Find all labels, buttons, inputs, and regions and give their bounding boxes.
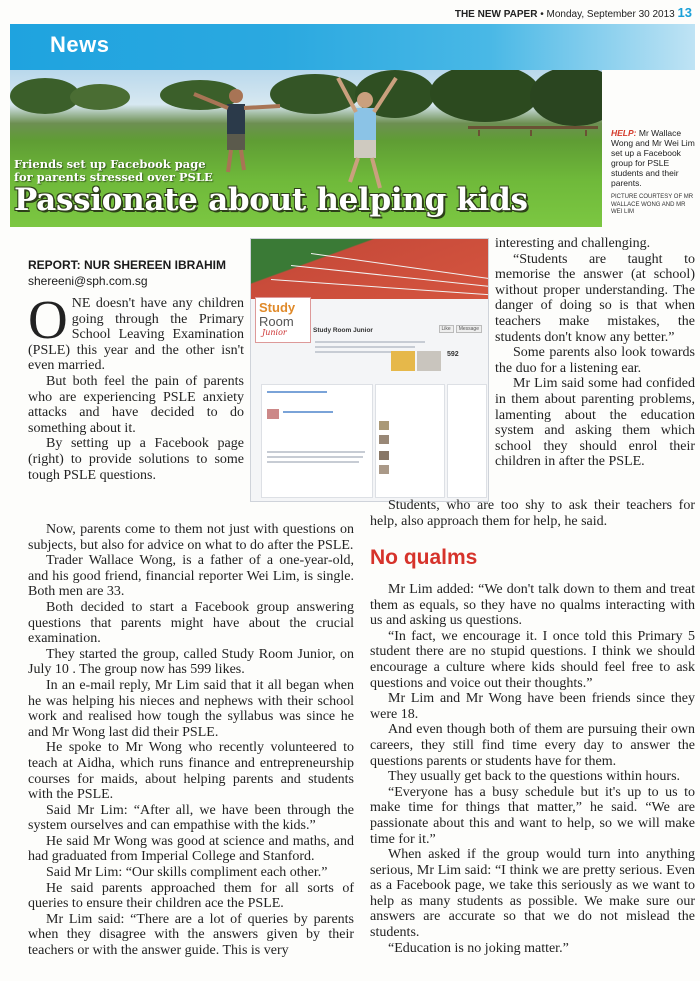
fb-text-line [267, 461, 359, 463]
bench-shape [468, 126, 598, 129]
paragraph: He spoke to Mr Wong who recently volunteered to teach at Aidha, which runs finance and entrepreneurship courses for maids, about helping parents and students with the PSLE. [28, 740, 354, 803]
bench-leg [530, 130, 532, 136]
article-column-right-mid [370, 498, 695, 529]
page-number: 13 [677, 5, 692, 20]
paragraph: interesting and challenging. [495, 236, 651, 251]
fb-photo-thumb [417, 351, 441, 371]
paragraph [28, 289, 244, 374]
fb-text-line [267, 451, 365, 453]
paper-name: THE NEW PAPER [454, 9, 538, 20]
paragraph: Mr Lim and Mr Wong have been friends since they were 18. [370, 691, 695, 722]
paragraph: Mr Lim added: “We don't talk down to them and treat them as equals, so they have no qualms interacting with us and asking us questions. [370, 582, 695, 629]
fb-text-line [283, 411, 333, 413]
main-headline: Passionate about helping kids [14, 182, 528, 218]
tree-shape [430, 70, 540, 122]
paragraph: When asked if the group would turn into anything serious, Mr Lim said: “I think we are pretty serious. Even as a Facebook page, we take this seriously as we want to help as many students as possible. We make sure our answers are accurate so that we do not mislead the students. [370, 847, 695, 941]
paragraph: They usually get back to the questions within hours. [388, 769, 681, 785]
drop-cap: O [28, 289, 68, 350]
fb-avatar [379, 465, 389, 474]
paragraph: Mr Lim said: “There are a lot of queries by parents when they disagree with the answers given by their teachers or with the answer guide. This is very [28, 911, 354, 959]
fb-page-name: Study Room Junior [313, 327, 373, 334]
paragraph: “Everyone has a busy schedule but it's up to us to make time for things that matter,” he said. “We are passionate about this and want to help, so we will make time for it.” [370, 784, 695, 847]
fb-action-buttons [437, 325, 482, 333]
caption-text [611, 128, 697, 188]
byline [28, 258, 243, 288]
tree-shape [70, 84, 130, 110]
fb-text-line [315, 346, 415, 348]
paragraph: “Education is no joking matter.” [388, 940, 569, 956]
section-banner [10, 24, 695, 70]
article-column-main [28, 522, 354, 959]
bench-leg [478, 130, 480, 136]
caption-label: HELP: [611, 128, 637, 138]
fb-text-line [267, 456, 363, 458]
photo-caption [611, 128, 697, 217]
paragraph: “In fact, we encourage it. I once told this Primary 5 student there are no stupid questions. I think we should encourage a culture where kids should feel free to ask questions and voice out their thoughts.” [370, 628, 695, 691]
facebook-page-screenshot [250, 238, 489, 502]
logo-word: Junior [262, 328, 287, 337]
fb-side-panel [447, 384, 487, 498]
paragraph: “Students are taught to memorise the answer (at school) without proper understanding. The danger of doing so is that when teachers make mistakes, the students don't know any better.” [495, 251, 695, 345]
paragraph: Both decided to start a Facebook group answering questions that parents might have about the crucial examination. [28, 599, 354, 647]
paragraph: Said Mr Lim: “Our skills compliment each other.” [46, 865, 328, 881]
paragraph: But both feel the pain of parents who are experiencing PSLE anxiety attacks and have decided to do something about it. [28, 373, 244, 436]
bench-leg [585, 130, 587, 136]
paragraph: In an e-mail reply, Mr Lim said that it all began when he was helping his nieces and nephews with their school work and realised how tough the syllabus was since he and Mr Wong last did their PSLE. [28, 677, 354, 740]
section-label: News [50, 32, 110, 57]
paragraph: Mr Lim said some had confided in them about parenting problems, lamenting about the education system and asking them which school they should enrol their children in after the PSLE. [495, 376, 695, 470]
article-column-intro [28, 289, 244, 483]
fb-avatar [379, 451, 389, 460]
paragraph-text: NE doesn't have any children going through the Primary School Leaving Examination (PSLE) this year and the other isn't even married. [28, 296, 244, 374]
masthead [0, 0, 700, 22]
fb-text-line [315, 341, 425, 343]
paragraph: Now, parents come to them not just with questions on subjects, but also for advice on what to do after the PSLE. [28, 522, 354, 553]
paragraph: And even though both of them are pursuing their own careers, they still find time every day to answer the questions parents or students have for them. [370, 722, 695, 769]
cover-photo-track [251, 239, 488, 299]
logo-word: Study [259, 300, 296, 315]
fb-photo-thumb [391, 351, 415, 371]
caption-body: Mr Wallace Wong and Mr Wei Lim set up a Facebook group for PSLE students and their parents. [611, 128, 695, 188]
reporter-name: REPORT: NUR SHEREEN IBRAHIM [28, 258, 227, 272]
kicker-line: for parents stressed over PSLE [14, 170, 213, 184]
paragraph: He said parents approached them for all sorts of queries to ensure their children ace the PSLE. [28, 880, 354, 912]
issue-date: • Monday, September 30 2013 [540, 9, 675, 20]
fb-avatar [379, 421, 389, 430]
reporter-email[interactable]: shereeni@sph.com.sg [28, 274, 148, 288]
article-column-right-top [495, 236, 695, 470]
hero-photo [10, 70, 602, 227]
study-room-logo [255, 297, 311, 343]
subheading: No qualms [370, 546, 478, 569]
fb-message-button[interactable]: Message [456, 325, 482, 333]
fb-post-panel [261, 384, 373, 498]
fb-text-line [267, 391, 327, 393]
headline-kicker [14, 158, 213, 184]
fb-like-count: 592 [447, 351, 459, 358]
paper-brand [455, 5, 692, 20]
paragraph: Students, who are too shy to ask their teachers for help, also approach them for help, he said. [370, 498, 695, 529]
paragraph: Trader Wallace Wong, is a father of a one-year-old, and his good friend, financial reporter Wei Lim, is single. Both men are 33. [28, 553, 354, 600]
logo-word: Room [259, 314, 294, 329]
paragraph: By setting up a Facebook page (right) to provide solutions to some tough PSLE questions. [28, 436, 244, 483]
paragraph: Some parents also look towards the duo for a listening ear. [495, 345, 695, 376]
paragraph: Said Mr Lim: “After all, we have been through the system ourselves and can empathise with the kids.” [28, 802, 354, 834]
paragraph: They started the group, called Study Room Junior, on July 10 . The group now has 599 likes. [28, 646, 354, 678]
tree-shape [530, 70, 602, 126]
kicker-line: Friends set up Facebook page [14, 157, 206, 171]
fb-like-button[interactable]: Like [439, 325, 454, 333]
article-column-right-bottom [370, 582, 695, 956]
paragraph: He said Mr Wong was good at science and maths, and had graduated from Imperial College and Stanford. [28, 833, 354, 865]
fb-avatar [379, 435, 389, 444]
photo-credit: PICTURE COURTESY OF MR WALLACE WONG AND MR WEI LIM [611, 194, 694, 215]
fb-avatar [267, 409, 279, 419]
